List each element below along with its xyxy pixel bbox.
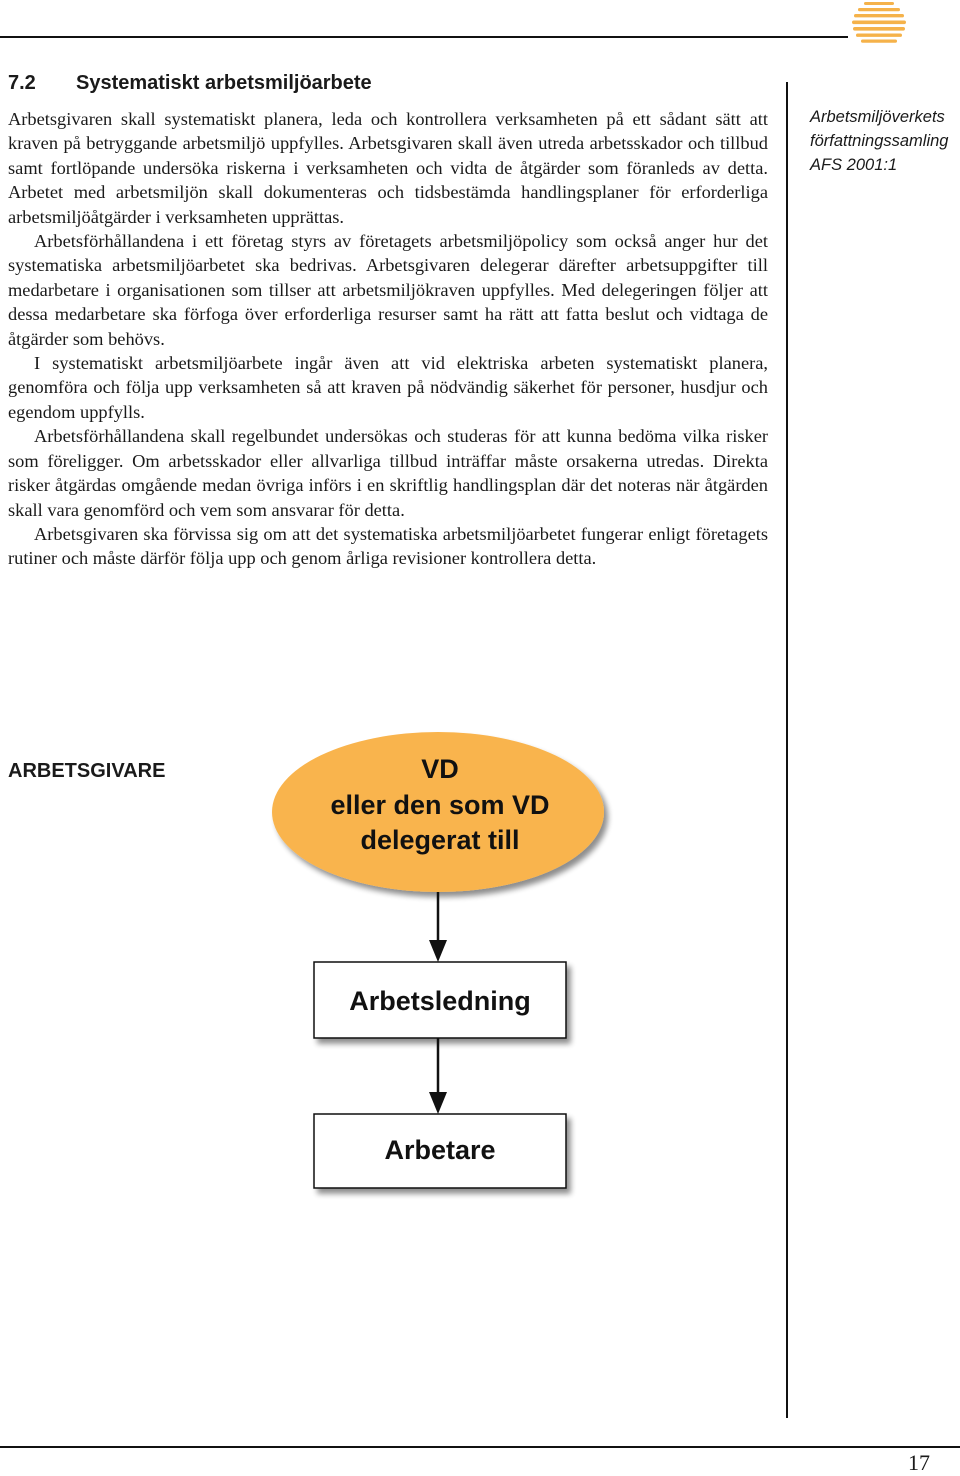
sidebar-line: AFS 2001:1 [810,156,898,174]
arrow-down-icon [429,940,447,962]
paragraph: I systematiskt arbetsmiljöarbete ingår även att vid elektriska arbeten systematiskt planera, genomföra och följa upp verksamheten så att kraven på nödvändig säkerhet för personer, husdjur och egendom uppfylls. [8,353,768,422]
section-title: Systematiskt arbetsmiljöarbete [76,72,372,94]
ellipse-text-line: VD [421,754,459,784]
paragraph: Arbetsförhållandena skall regelbundet undersökas och studeras för att kunna bedöma vilka risker som föreligger. Om arbetsskador eller allvarliga tillbud inträffar måste orsakerna utredas. Direkta risker åtgärdas omgående medan övriga införs i en skriftlig handlingsplan där det noteras när åtgärden skall vara genomförd och vem som ansvarar för detta. [8,426,768,520]
page-number: 17 [908,1450,930,1475]
arrow-down-icon [429,1092,447,1114]
employer-label: ARBETSGIVARE [8,760,166,782]
paragraph: Arbetsförhållandena i ett företag styrs av företagets arbetsmiljöpolicy som också anger hur det systematiska arbetsmiljöarbetet ska bedrivas. Arbetsgivaren delegerar därefter arbetsuppgifter till medarbetare i organisationen som tillser att arbetsmiljökraven uppfylles. Med delegeringen följer att dessa medarbetare ska förfoga över erforderliga resurser samt ha rätt att fatta beslut och vidtaga de åtgärder som behövs. [8,231,768,349]
paragraph: Arbetsgivaren ska förvissa sig om att det systematiska arbetsmiljöarbetet fungerar enligt företagets rutiner och måste därför följa upp och genom årliga revisioner kontrollera detta. [8,523,768,569]
sidebar-line: Arbetsmiljöverkets [810,108,945,126]
bottom-rule [0,1446,960,1448]
ellipse-text-line: delegerat till [360,825,520,855]
sidebar-line: författningssamling [810,132,949,150]
section-number: 7.2 [8,72,36,94]
ellipse-text-line: eller den som VD [330,790,550,820]
paragraph: Arbetsgivaren skall systematiskt planera, leda och kontrollera verksamheten på ett sådant sätt att kraven på betryggande arbetsmiljö uppfylles. Arbetsgivaren skall även utreda arbetsskador och tillbud samt fortlöpande undersöka riskerna i verksamheten och vidta de åtgärder som föranleds av detta. Arbetet med arbetsmiljön skall dokumenteras och tidsbestämda handlingsplaner för erforderliga arbetsmiljöåtgärder i verksamheten upprättas. [8,109,768,227]
arbetsledning-label: Arbetsledning [349,986,531,1016]
arbetare-label: Arbetare [384,1135,496,1165]
